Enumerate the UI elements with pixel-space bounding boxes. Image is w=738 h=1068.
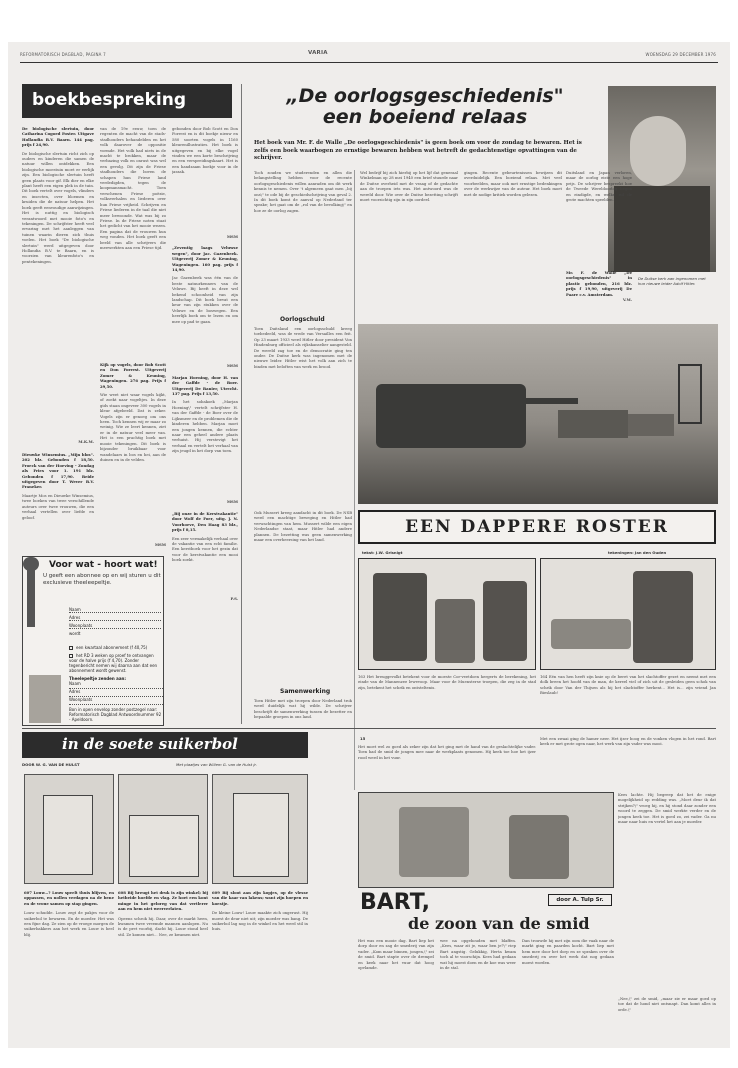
review-signature: MSM <box>226 363 238 369</box>
suikerbol-illustration-2 <box>118 774 208 884</box>
review-column-3 <box>172 126 238 726</box>
review-body: gebonden door Bob Scott en Don Forrest en is dit boekje nieuw en 580 soorten vogels in 1160 kleurenillustraties. Het boek is uitgegeven en bij elke vogel vinden we een korte beschrijving en een verspreidingskaart. Het is een handzaam boekje voor in de jaszak. <box>172 126 238 175</box>
review-signature: P.S. <box>230 595 238 601</box>
suikerbol-text-3 <box>212 890 308 1040</box>
strip-caption-164: 164 Eén van hen heeft zijn knie op de beret van het slachtoffer gezet en neemt met een dolk breen het hoofd van de man, de kereel viel of zich uit de gesleiden geen schok van schrik door Van der Thijsen als hij het slachtoffer herkent... Het is... zijn vriend Jan Bieslaub! <box>540 674 716 696</box>
header-rule <box>20 62 718 63</box>
ad-option-label: een kwartaal abonnement (f 40,75) <box>76 645 148 650</box>
bart-col-right: Kees lachte. Hij begreep dat het de enige mogelijkheid op redding was. „Moet deur ik dat strijken?\" vroeg hij, en hij stond daar zonder een woord te zeggen. De smid werkte verder en de jongen keek toe. Het is goed zo, zei vader. Ga nu maar naar huis en vertel het aan je moeder. <box>618 792 716 825</box>
portrait-face <box>630 116 686 186</box>
chapter-number: 15 <box>360 736 366 741</box>
column-rule <box>241 84 242 724</box>
oorlog-col-2-top: Wel bedrijf bij zich hierbij op het lijf dat generaal Winkelman op 28 mei 1940 een brief stuurde naar de Duitse overheid met de vraag of de gedachte aan de troepen iets was. Het antwoord was de wereld door. Wie over de Duitse bezetting schrijft moet voorzichtig zijn in zijn oordeel. <box>360 170 458 203</box>
figure-soldier <box>633 571 693 663</box>
tank-3 <box>628 414 674 436</box>
ad-field-label: Woonplaats <box>69 623 93 628</box>
oorlog-subhead-samenwerking: Samenwerking <box>280 688 331 695</box>
page-header-right: WOENSDAG 29 DECEMBER 1976 <box>645 52 716 57</box>
oorlog-col-3-top: gingen. Recente gebeurtenissen bewijzen dit overduidelijk. Een boeiend relaas. Met veel voorbeelden, maar ook met ernstige bedenkingen over de werkwijze van de auteur. Het boek moet met de nodige kritiek worden gelezen. <box>464 170 562 197</box>
ad-option-label: het RD 3 weken op proef te ontvangen voor de halve prijs (f 4,70). Zonder tegenbericht nemen wij daarna aan dat een abonnement wordt gewenst. <box>69 653 158 673</box>
review-body: Wie weet niet waar vogels kijkt, of zoekt naar vogeltjes. In deze gids staan ongeveer 300 vogels in kleur afgebeeld. Dat is zeker. Vogels zijn er genoeg om ons heen. Toch kennen wij er maar zo weinig. Wie ze leert kennen, ziet er in de natuur veel meer van. Het is een prachtig boek met mooie tekeningen. Dit boek is bijzonder bruikbaar voor wandelaars in bos en hei, aan de duinen en in de velden. <box>100 392 166 462</box>
ad-form <box>69 605 161 637</box>
review-column-1 <box>22 126 94 556</box>
section-rule <box>22 728 716 729</box>
review-signature: MSM <box>226 234 238 239</box>
subscription-ad <box>22 556 164 726</box>
spoon-illustration <box>27 567 35 627</box>
figure-soldier <box>435 599 475 663</box>
ad-field-label: Adres <box>69 689 81 694</box>
ad-field-label: Woonplaats <box>69 697 93 702</box>
ad-address-field[interactable] <box>69 613 161 621</box>
ad-title: Voor wat - hoort wat! <box>49 560 158 570</box>
bart-col-4: „Nee,\" zei de smid, „maar zie er maar goed op toe dat de hond niet ontsnapt. Dan komt alles in orde.\" <box>618 996 716 1012</box>
ad-field-label: Adres <box>69 615 81 620</box>
bart-intro-text: Het moet wel zo goed als zeker zijn dat het ging met de hand van de geslachtelijke vader. Toen had de smid de jongen mee naar de werkplaats genomen. Hij keek toe hoe het ijzer rood werd in het vuur. <box>358 744 536 760</box>
spoon-head-illustration <box>23 557 39 571</box>
ad-options <box>69 645 163 722</box>
ad-option-trial[interactable] <box>69 653 163 673</box>
ad-footer: Bon in open envelop zonder postzegel naar: Reformatorisch Dagblad Antwoordnummer 92 - Apeldoorn. <box>69 707 162 722</box>
review-body: Maartje Mos en Dieuwke Winsemius, twee boeken van twee verschillende auteurs over twee vrouwen, die een verhaal vertellen over liefde en geloof. <box>22 492 94 520</box>
review-body: De biologische slertuin richt zich op ouders en kinderen die samen de natuur willen ontdekken. Een biologische moestuin moet er eerlijk zijn. Een biologische slertuin heeft geen plaats voor gif. Elk dier en elke plant heeft een eigen plek in de tuin. Dit boek vertelt over vogels, vlinders en insecten, over bloemen en kruiden die de natuur helpen. Het boek geeft eenvoudige aanwijzingen. Het is nuttig en biologisch verantwoord met mooie foto's en tekeningen. De schrijfster heeft veel ervaring met het aanleggen van tuinen waarin dieren zich thuis voelen. Het boek "De biologische slertuin" werd uitgegeven door Hollandia B.V. te Baarn, en is voorzien van kleurenfoto's en pentekeningen. <box>22 150 94 264</box>
bart-subtitle: de zoon van de smid <box>408 914 590 933</box>
review-body: In het sobakoek „Marjan Hoening\" vertelt schrijfster H. van der Gaffde - de Boer over de Lijksmeer en de problemen die de kinderen hebben. Marjan moet een jongen kennen, die echter naar een geheel andere plaats verhuist. Hij verstevigt het verhaal en vertelt het verhaal van zijn jeugd in het dorp van toen. <box>172 399 238 454</box>
page-header-section: VARIA <box>308 50 328 56</box>
bart-illustration <box>358 792 614 888</box>
figure-drawing <box>43 795 93 875</box>
story-body: Louw schudde. Louw zegt de pakjes voor de suikerbol te bewaren. En de moeder. Het was een fijne dag. Ze zien op de vroege morgen de suikerbakkers aan het werk en Louw is heel blij. <box>24 910 114 937</box>
review-title: Marjan Hoening, door H. van der Gaffde - de Boer. Uitgeverij De Banier, Utrecht. 137 pag. Prijs f 13,50. <box>172 374 238 397</box>
review-title: Dieuwke Winsemius. „Mijn blos". 202 blz. Gebonden f 18,50. Froeck van der Hoeving - Zondag als Fries voor 1. 191 blz. Gebonden f 17,90. Beide uitgegeven door T. Wever B.V. Franeker. <box>22 452 94 490</box>
oorlog-title-line2: een boeiend relaas <box>322 106 528 128</box>
bart-col-1: Het was een mooie dag. Bart liep het dorp door en zag de smederij van zijn vader. „Kom maar binnen, jongen,\" zei de smid. Bart stapte over de drempel en keek naar het vuur dat hoog opvlamde. <box>358 938 434 971</box>
bart-col-3: Dan trouwde hij met zijn oom die vaak naar de markt ging en paarden kocht. Bart liep met hem mee door het dorp en ze spraken over de smederij en over het werk dat nog gedaan moest worden. <box>522 938 614 965</box>
ad-intro: U geeft een abonnee op en wij sturen u dit exclusieve theeleepeltje. <box>43 573 161 586</box>
figure-soldier <box>373 573 427 661</box>
ad-city-field[interactable] <box>69 621 161 629</box>
review-title: Kijk op vogels, door Bob Scott en Don Forrest. Uitgeverij Zomer & Keuning, Wageningen. 276 pag. Prijs f 29,50. <box>100 362 166 389</box>
column-rule <box>354 170 355 790</box>
suikerbol-title: in de soete suikerbol <box>62 735 238 753</box>
ad-field-label: wordt <box>69 631 81 636</box>
bridge-structure <box>678 364 702 424</box>
suikerbol-text-1 <box>24 890 114 1040</box>
oorlog-signature: V.M. <box>622 297 632 303</box>
ad-field-label: Naam <box>69 607 81 612</box>
bart-right-text: Met een zwaai ging de hamer neer. Het ijzer boog en de vonken vlogen in het rond. Bart keek er met grote ogen naar, het werk van zijn vader was mooi. <box>540 736 716 747</box>
suikerbol-illustration-3 <box>212 774 308 884</box>
ad-send-to: Theelepeltje zenden aan: <box>69 676 126 681</box>
strip-panel-164 <box>540 558 716 670</box>
boekbespreking-tag: boekbespreking <box>32 90 186 110</box>
strip-text-credit: tekst: J.W. Grisnigt <box>362 550 403 555</box>
tank-2 <box>558 410 628 438</box>
review-signature: MSM <box>226 499 238 505</box>
oorlog-subhead-oorlogschuld: Oorlogschuld <box>280 316 325 323</box>
story-body: De kleine Louw! Louw maakte zich ongerust. Hij moest de deur niet uit; zijn moeder was bang. De suikerbol lag nog in de winkel en het werd stil in huis. <box>212 910 308 932</box>
ad-name-field-2[interactable] <box>69 681 163 689</box>
strip-caption: 608 Bij hreugt het druk is zijn winkel; bij hetbeide hoefde en vlag. Ze hoet een kont minge in het geloreg van dat vertlerer aan en hem niet weerverlaten. <box>118 890 208 912</box>
ad-name-field[interactable] <box>69 605 161 613</box>
strip-title: EEN DAPPERE ROSTER <box>405 517 669 537</box>
newspaper-page <box>8 42 730 1048</box>
strip-caption-163: 163 Het breuggevolkt betekent voor de moeste Cor-veetdoen hergerts de berekening, het einde van de Mannenzee lewevoop. Maar voor de Muensterse troepen, die zeg in de stad zijn, betekent het schrik en ontsteltenis. <box>358 674 536 690</box>
ad-option-quarter[interactable] <box>69 645 163 650</box>
review-title: De biologische slertuin, door Catharina Cogoed Foster. Uitgave Hollandia B.V. Baarn. 144 pag. prijs f 24,90. <box>22 126 94 148</box>
oorlog-col-1-mid: Toen Duitsland een oorlogsschuld kreeg toebedeeld, was de vrede van Versailles een feit. Op 23 maart 1933 werd Hitler door president Von Hindenburg officieel als rijkskanselier aangesteld. De wereld zag toe en de democratie ging ten onder. De Duitse kerk was ingenomen met de nieuwe leider. Hitler wist het volk aan zich te binden met beloften van werk en brood. <box>254 326 352 369</box>
ad-address-field-2[interactable] <box>69 689 163 697</box>
oorlog-title-line1: „De oorlogsgeschiedenis" <box>286 85 564 107</box>
strip-drawing-credit: tekeningen: Jan den Ouden <box>608 550 667 555</box>
review-signature: MSM <box>154 542 166 548</box>
portrait-caption: De Duitse kerk aan ingenomen met hun nieuwe leider Adolf Hitler. <box>638 276 706 286</box>
review-column-2 <box>100 126 166 556</box>
newspaper-illustration <box>29 675 61 723</box>
suikerbol-illustrator: Met plaatjes van Willem G. van de Hulst jr. <box>176 762 257 767</box>
oorlog-col-4-top: Duitsland en Japan verloren, maar de oorlog eiste een hoge prijs. De schrijver bespreekt hoe de Tweede Wereldoorlog begon en eindigde, en welke rol de grote machten speelden. <box>566 170 632 203</box>
bart-col-2: wee na opgehouden met blaffen. „Kees, waar zit je, waar ben je?\" riep Bart angstig. Gelukkig, Herta kwam toch al te voorschijn. Kees had gedaan wat hij moest doen en de koe was weer in de stal. <box>440 938 516 971</box>
bart-title: BART, <box>360 890 430 915</box>
figure-soldier <box>483 581 527 661</box>
tank-barrel <box>508 398 578 404</box>
oorlog-lead: Het boek van Mr. F. de Walle „De oorlogsgeschiedenis" is geen boek om voor de zondag te bewaren. Het is zelfs een boek waarbogen zo ernstige bewaren hebben wat betreft de gedachtenstige opvattingen van de schrijver. <box>254 140 582 161</box>
suikerbol-text-2 <box>118 890 208 1040</box>
ad-field-label: Naam <box>69 681 81 686</box>
oorlog-col-1-top: Toch zouden we studerenden en allen die belangstelling hebben voor de recente oorlogsgeschiedenis willen aanraden om dit werk kennis te nemen. Over 't algemeen gaat men „bij ons\" te ode bij de geschiedschrijving van geval 2. In dit boek komt de aanval op Nederland ter sprake; het gaat om de „rol van de bevolking\" en hoe ze de oorlog zagen. <box>254 170 352 213</box>
story-body: Opeens schrok hij. Daar, over de markt heen, kwamen twee vreemde mannen aanlopen. Nu is de pret voorbij, dacht hij. Louw stond heel stil. Ze komen niet... Nee, ze kwamen niet. <box>118 915 208 937</box>
review-signature: M.K.M. <box>78 438 94 444</box>
oorlog-col-1-end: Toen Hitler met zijn troepen door Nederland trok werd duidelijk wat hij wilde. De schrijver beschrijft de samenwerking tussen de bezetter en bepaalde groepen in ons land. <box>254 698 352 720</box>
oorlog-col-1-bottom: Ook Mussert kreeg aandacht in dit boek. De NSB werd een machtige beweging en Hitler had verwachtingen van hem. Mussert wilde een eigen Nederlandse staat, maar Hitler had andere plannen. De bezetting was geen samenwerking maar een overheersing van het land. <box>254 510 352 543</box>
tank-illustration <box>376 384 526 448</box>
suikerbol-author: DOOR W. G. VAN DE HULST <box>22 762 80 767</box>
oorlog-byline-block <box>566 170 632 302</box>
figure-drawing <box>129 815 199 877</box>
strip-title-banner <box>358 510 716 544</box>
review-title: „Bij onze in de Kerstvakantie" door Wolf de Foer, uitg. J. N. Voorhoeve, Den Haag 83 blz., prijs f 8,15. <box>172 510 238 533</box>
strip-panel-163 <box>358 558 536 670</box>
figure-drawing <box>233 793 289 877</box>
bart-credit: door A. Tulp Sr. <box>548 894 612 906</box>
ad-city-field-2[interactable] <box>69 697 163 705</box>
boekbespreking-banner <box>22 84 232 118</box>
smithy-figure <box>399 807 469 877</box>
oorlog-byline: Mr. F. de Walle „De oorlogsgeschiedenis" in plastic gebonden, 216 blz. prijs f 19,90, uitgeverij De Paare c.v. Amsterdam. <box>566 270 632 297</box>
figure-fallen <box>551 619 631 649</box>
checkbox[interactable] <box>69 646 73 650</box>
review-body: Een zeer vermakelijk verhaal over de vakantie van een echt familie. Een kerstboek voor het gezin dat voor de kerstvakantie een mooi boek zoekt. <box>172 535 238 563</box>
strip-caption: 609 Bij sloot aan zijn kopjes, op de vlesse van die kaar van lakens; want zijn hoepen en koestje. <box>212 890 308 906</box>
smithy-anvil <box>509 815 569 879</box>
strip-caption: 607 Louw...? Louw speelt thuis blijven, en oppassen, en nollen verdagen na de bene en de vroue samen op stap gingen. <box>24 890 114 906</box>
review-title: „Zeventig laags Veluwse wegen", door Jac. Gazenbeek. Uitgeverij Zomer & Keuning, Wageningen. 160 pag. prijs f 14,90. <box>172 245 238 273</box>
tanks-photo <box>358 324 718 504</box>
review-body: Jac Gazenbeek was één van de beste natuurkenners van de Veluwe. Bij heeft in deze wel bekend schoonheid van zijn landschap. Dit boek bevat een keur van zijn stukken over de Veluwe en de boswegen. Een heerlijk boek om te lezen en om mee op pad te gaan. <box>172 275 238 324</box>
suikerbol-illustration-1 <box>24 774 114 884</box>
review-body: van de 19e eeuw, toen de regenten de macht van de stads-stadhouders behandelden en het volk daarover de oppositie vormde. Het volk had niets in de macht te brokken, maar de verbazing volk en onrust was wel een gevolg. Dit zijn de Friese stadhouders die boven de schapen hun Friese land verdedigden, tegen de koopmansmacht. Toen verschenen Friese poëzie, volksverhalen en liederen over hun Friese vrijheid. Schrijven en Friese liederen in de taal die niet meer bewoonde. Wat was bij zo Friese. In de Friese noten staat het gedicht van het mooie wezen. Een pagina dat de vrouwen hun weg vonden. Het boek geeft een beeld van alle schrijvers die meewerkten aan een Friese tijd. <box>100 126 166 250</box>
oorlog-headline <box>244 86 606 130</box>
page-header-left: REFORMATORISCH DAGBLAD, PAGINA 7 <box>20 52 106 57</box>
